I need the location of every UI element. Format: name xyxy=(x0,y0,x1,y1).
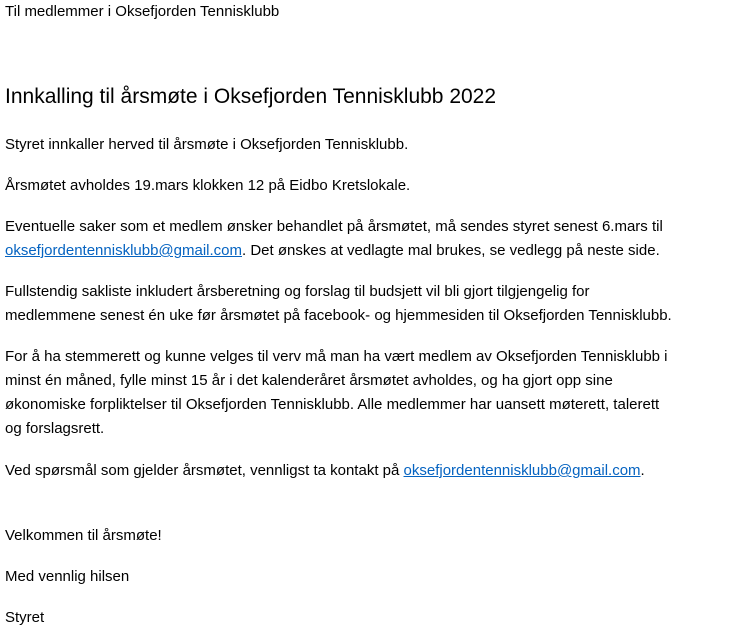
paragraph-submissions-rest: . Det ønskes at vedlagte mal brukes, se vedlegg på neste side. xyxy=(242,242,660,259)
paragraph-meeting-time: Årsmøtet avholdes 19.mars klokken 12 på Eidbo Kretslokale. xyxy=(5,177,411,194)
paragraph-voting-rights xyxy=(5,345,668,441)
paragraph-agenda-line-1: Fullstendig sakliste inkludert årsberetning og forslag til budsjett vil bli gjort tilgjengelig for xyxy=(5,283,590,300)
email-link-contact[interactable]: oksefjordentennisklubb@gmail.com xyxy=(403,462,641,479)
welcome-line: Velkommen til årsmøte! xyxy=(5,527,162,544)
paragraph-submissions-line-2 xyxy=(5,239,663,263)
closing-greeting: Med vennlig hilsen xyxy=(5,568,130,585)
paragraph-voting-line-3: økonomiske forpliktelser til Oksefjorden Tennisklubb. Alle medlemmer har uansett møterett, talerett xyxy=(5,396,660,413)
paragraph-contact-end: . xyxy=(640,462,645,479)
recipient-line: Til medlemmer i Oksefjorden Tennisklubb xyxy=(5,3,280,20)
paragraph-voting-line-2: minst én måned, fylle minst 15 år i det kalenderåret årsmøtet avholdes, og ha gjort opp sine xyxy=(5,372,613,389)
paragraph-agenda xyxy=(5,280,672,328)
paragraph-invitation: Styret innkaller herved til årsmøte i Oksefjorden Tennisklubb. xyxy=(5,136,409,153)
email-link-submissions[interactable]: oksefjordentennisklubb@gmail.com xyxy=(5,242,243,259)
paragraph-submissions xyxy=(5,215,663,263)
paragraph-contact xyxy=(5,459,645,483)
document-title: Innkalling til årsmøte i Oksefjorden Tennisklubb 2022 xyxy=(5,85,497,108)
paragraph-voting-line-1: For å ha stemmerett og kunne velges til verv må man ha vært medlem av Oksefjorden Tennisklubb i xyxy=(5,348,668,365)
paragraph-voting-line-4: og forslagsrett. xyxy=(5,420,105,437)
signature: Styret xyxy=(5,609,45,626)
paragraph-contact-text: Ved spørsmål som gjelder årsmøtet, vennligst ta kontakt på xyxy=(5,462,404,479)
paragraph-submissions-line-1: Eventuelle saker som et medlem ønsker behandlet på årsmøtet, må sendes styret senest 6.mars til xyxy=(5,218,663,235)
paragraph-agenda-line-2: medlemmene senest én uke før årsmøtet på facebook- og hjemmesiden til Oksefjorden Tennisklubb. xyxy=(5,307,672,324)
